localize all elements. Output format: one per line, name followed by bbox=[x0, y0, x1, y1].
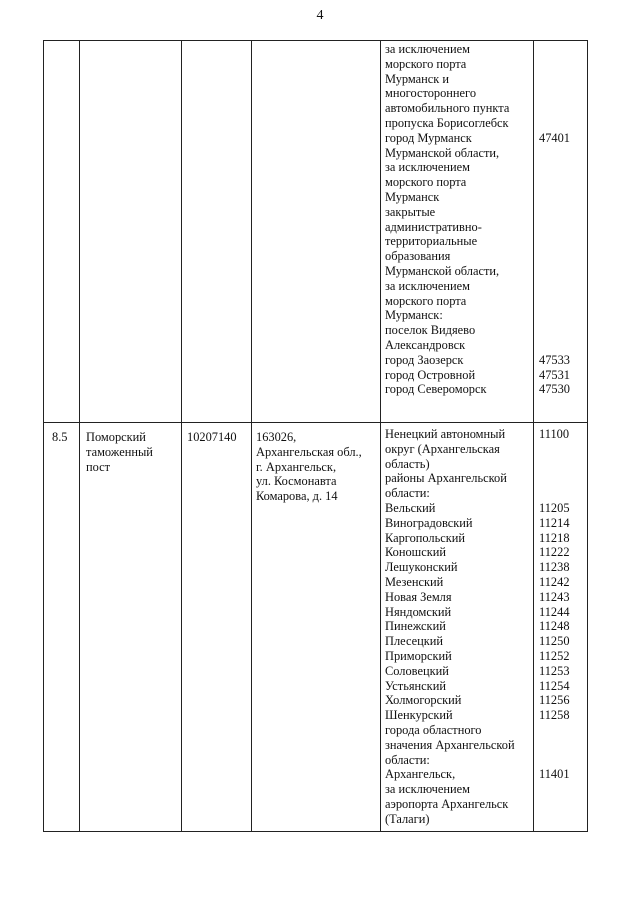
territory-cell-line: округ (Архангельская bbox=[385, 441, 500, 456]
table-border-col2 bbox=[181, 40, 182, 832]
continued-territory-cell-line: город Островной bbox=[385, 367, 476, 382]
oktmo-cell-line: 11250 bbox=[539, 634, 570, 649]
territory-cell-line: Шенкурский bbox=[385, 708, 453, 723]
row-separator bbox=[43, 422, 588, 423]
territory-cell-line: Холмогорский bbox=[385, 693, 462, 708]
territory-cell-line: Приморский bbox=[385, 648, 452, 663]
oktmo-cell-line: 11401 bbox=[539, 767, 570, 782]
territory-cell-line: Виноградовский bbox=[385, 515, 473, 530]
oktmo-cell-line: 11252 bbox=[539, 648, 570, 663]
territory-cell-line: область) bbox=[385, 456, 430, 471]
continued-territory-cell-line: Мурманской области, bbox=[385, 263, 500, 278]
continued-oktmo-cell-line bbox=[539, 160, 570, 175]
continued-oktmo-cell-line bbox=[539, 101, 570, 116]
oktmo-cell-line bbox=[539, 457, 570, 472]
continued-oktmo-cell-line bbox=[539, 279, 570, 294]
continued-territory-cell-line: морского порта bbox=[385, 56, 467, 71]
continued-oktmo-cell-line: 47530 bbox=[539, 382, 570, 397]
continued-oktmo-cell-line bbox=[539, 249, 570, 264]
customs-post-address-line: 163026, bbox=[256, 430, 297, 444]
oktmo-cell-line: 11238 bbox=[539, 560, 570, 575]
oktmo-cell-line bbox=[539, 812, 570, 827]
territory-cell-line: Коношский bbox=[385, 545, 446, 560]
customs-post-name-line: Поморский bbox=[86, 430, 146, 444]
continued-territory-cell-line: за исключением bbox=[385, 278, 470, 293]
territory-cell bbox=[385, 427, 515, 827]
continued-oktmo-cell-line bbox=[539, 308, 570, 323]
continued-oktmo-cell-line bbox=[539, 190, 570, 205]
territory-cell-line: Устьянский bbox=[385, 678, 446, 693]
customs-post-address-line: Комарова, д. 14 bbox=[256, 489, 338, 504]
customs-post-address-line: Архангельская обл., bbox=[256, 444, 362, 459]
continued-oktmo-cell-line bbox=[539, 72, 570, 87]
territory-cell-line: Мезенский bbox=[385, 574, 444, 589]
continued-territory-cell-line: Мурманск: bbox=[385, 308, 443, 323]
oktmo-cell-line bbox=[539, 738, 570, 753]
continued-territory-cell-line: морского порта bbox=[385, 175, 467, 190]
oktmo-cell-line bbox=[539, 486, 570, 501]
customs-post-name-line: пост bbox=[86, 459, 111, 474]
table-border-right bbox=[587, 40, 588, 832]
table-border-col5 bbox=[533, 40, 534, 832]
continued-oktmo-cell-line bbox=[539, 86, 570, 101]
oktmo-cell-line bbox=[539, 797, 570, 812]
continued-territory-cell-line: Александровск bbox=[385, 337, 466, 352]
continued-oktmo-cell-line: 47401 bbox=[539, 130, 570, 145]
continued-oktmo-cell-line bbox=[539, 220, 570, 235]
territory-cell-line: области: bbox=[385, 486, 430, 501]
continued-oktmo-cell-line bbox=[539, 264, 570, 279]
continued-territory-cell-line: Мурманской области, bbox=[385, 145, 500, 160]
table-border-bottom bbox=[43, 831, 588, 832]
oktmo-cell-line bbox=[539, 723, 570, 738]
oktmo-cell-line bbox=[539, 753, 570, 768]
continued-territory-cell-line: автомобильного пункта bbox=[385, 101, 510, 116]
oktmo-cell-line: 11256 bbox=[539, 693, 570, 708]
continued-territory-cell-line: за исключением bbox=[385, 42, 470, 56]
continued-oktmo-cell-line: 47533 bbox=[539, 352, 570, 367]
continued-oktmo-cell-line bbox=[539, 338, 570, 353]
continued-oktmo-cell-line bbox=[539, 234, 570, 249]
territory-cell-line: Лешуконский bbox=[385, 560, 458, 575]
table-border-col4 bbox=[380, 40, 381, 832]
continued-oktmo-cell-line bbox=[539, 57, 570, 72]
territory-cell-line: Плесецкий bbox=[385, 634, 444, 649]
customs-post-name-line: таможенный bbox=[86, 444, 153, 459]
continued-oktmo-cell-line bbox=[539, 294, 570, 309]
continued-territory-cell-line: город Мурманск bbox=[385, 130, 472, 145]
territory-cell-line: Новая Земля bbox=[385, 589, 452, 604]
oktmo-cell bbox=[539, 427, 570, 827]
territory-cell-line: Архангельск, bbox=[385, 767, 456, 782]
territory-cell-line: Ненецкий автономный bbox=[385, 427, 506, 441]
territory-cell-line: города областного bbox=[385, 722, 482, 737]
continued-territory-cell-line: город Североморск bbox=[385, 382, 487, 397]
continued-territory-cell bbox=[385, 42, 509, 397]
continued-territory-cell-line: закрытые bbox=[385, 204, 436, 219]
territory-cell-line: Няндомский bbox=[385, 604, 452, 619]
oktmo-cell-line: 11248 bbox=[539, 619, 570, 634]
continued-oktmo-cell-line bbox=[539, 175, 570, 190]
continued-territory-cell-line: город Заозерск bbox=[385, 352, 464, 367]
row-number: 8.5 bbox=[52, 430, 68, 444]
continued-oktmo-cell-line: 47531 bbox=[539, 367, 570, 382]
oktmo-cell-line bbox=[539, 442, 570, 457]
territory-cell-line: значения Архангельской bbox=[385, 737, 515, 752]
oktmo-cell-line: 11258 bbox=[539, 708, 570, 723]
continued-territory-cell-line: Мурманск bbox=[385, 189, 440, 204]
continued-territory-cell-line: поселок Видяево bbox=[385, 323, 476, 338]
continued-territory-cell-line: морского порта bbox=[385, 293, 467, 308]
continued-oktmo-cell-line bbox=[539, 323, 570, 338]
table-border-col3 bbox=[251, 40, 252, 832]
page-number: 4 bbox=[316, 8, 324, 23]
territory-cell-line: (Талаги) bbox=[385, 811, 430, 826]
oktmo-cell-line bbox=[539, 782, 570, 797]
continued-territory-cell-line: образования bbox=[385, 249, 451, 264]
oktmo-cell-line bbox=[539, 471, 570, 486]
continued-oktmo-cell-line bbox=[539, 146, 570, 161]
territory-cell-line: Соловецкий bbox=[385, 663, 449, 678]
table-border-left bbox=[43, 40, 44, 832]
oktmo-cell-line: 11205 bbox=[539, 500, 570, 515]
continued-territory-cell-line: территориальные bbox=[385, 234, 478, 249]
oktmo-cell-line: 11243 bbox=[539, 589, 570, 604]
territory-cell-line: Пинежский bbox=[385, 619, 446, 634]
oktmo-cell-line: 11218 bbox=[539, 530, 570, 545]
continued-oktmo-cell bbox=[539, 42, 570, 397]
customs-post-name bbox=[86, 430, 153, 474]
table-border-top bbox=[43, 40, 588, 41]
oktmo-cell-line: 11242 bbox=[539, 574, 570, 589]
oktmo-cell-line: 11214 bbox=[539, 515, 570, 530]
continued-territory-cell-line: за исключением bbox=[385, 160, 470, 175]
oktmo-cell-line: 11222 bbox=[539, 545, 570, 560]
customs-post-code: 10207140 bbox=[187, 430, 237, 444]
continued-oktmo-cell-line bbox=[539, 116, 570, 131]
table-border-col1 bbox=[79, 40, 80, 832]
oktmo-cell-line: 11244 bbox=[539, 604, 570, 619]
territory-cell-line: районы Архангельской bbox=[385, 471, 507, 486]
continued-territory-cell-line: пропуска Борисоглебск bbox=[385, 115, 509, 130]
territory-cell-line: Вельский bbox=[385, 500, 436, 515]
customs-post-address bbox=[256, 430, 362, 504]
continued-territory-cell-line: Мурманск и bbox=[385, 71, 450, 86]
territory-cell-line: за исключением bbox=[385, 782, 470, 797]
customs-post-address-line: ул. Космонавта bbox=[256, 474, 337, 489]
continued-territory-cell-line: многостороннего bbox=[385, 86, 477, 101]
territory-cell-line: области: bbox=[385, 752, 430, 767]
continued-oktmo-cell-line bbox=[539, 205, 570, 220]
oktmo-cell-line: 11254 bbox=[539, 678, 570, 693]
oktmo-cell-line: 11253 bbox=[539, 663, 570, 678]
oktmo-cell-line: 11100 bbox=[539, 427, 570, 441]
continued-territory-cell-line: административно- bbox=[385, 219, 482, 234]
customs-post-address-line: г. Архангельск, bbox=[256, 459, 337, 474]
territory-cell-line: Каргопольский bbox=[385, 530, 466, 545]
continued-oktmo-cell-line bbox=[539, 42, 570, 57]
territory-cell-line: аэропорта Архангельск bbox=[385, 796, 509, 811]
